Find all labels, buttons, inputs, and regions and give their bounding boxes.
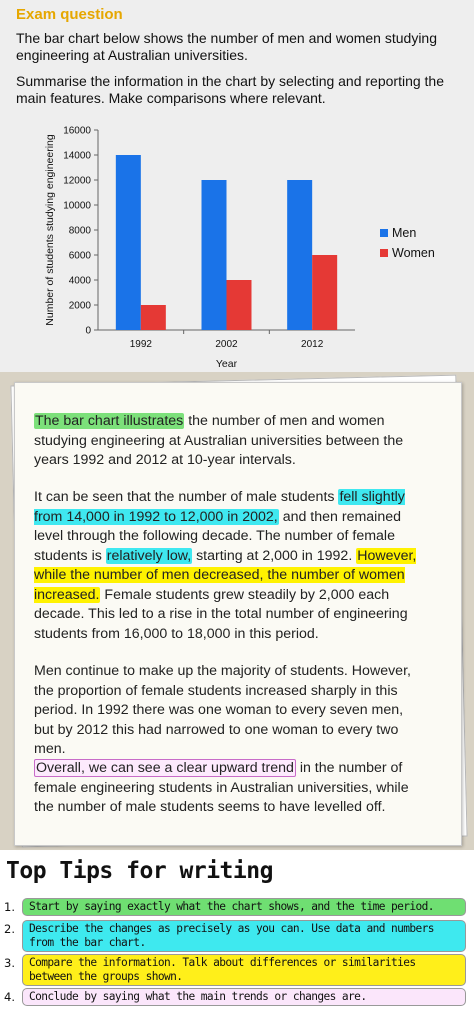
tip-item-1: Start by saying exactly what the chart shows, and the time period. <box>22 898 466 916</box>
tip-number: 4. <box>4 990 15 1004</box>
tip-number: 1. <box>4 900 15 914</box>
question-instruction: Summarise the information in the chart by selecting and reporting the main features. Make comparisons where relevant. <box>16 73 445 106</box>
tip-item-2: Describe the changes as precisely as you can. Use data and numbers from the bar chart. <box>22 920 466 952</box>
essay-paragraph-4 <box>34 759 418 818</box>
x-axis-title: Year <box>215 358 238 370</box>
bar-women-1992 <box>141 305 166 330</box>
y-tick-label: 8000 <box>68 225 91 237</box>
question-description: The bar chart below shows the number of men and women studying engineering at Australian universities. <box>16 30 438 63</box>
y-tick-label: 12000 <box>63 175 91 187</box>
y-tick-label: 10000 <box>63 200 91 212</box>
highlight-introduction: The bar chart illustrates <box>35 413 184 429</box>
y-tick-label: 14000 <box>63 150 91 162</box>
highlight-comparison: However, while the number of men decreased, the number of women increased. <box>34 547 417 603</box>
legend-label-women: Women <box>392 246 435 260</box>
y-tick-label: 6000 <box>68 250 91 262</box>
bar-men-2002 <box>202 180 227 330</box>
model-answer-panel <box>0 372 474 850</box>
essay-text: and then remained level through the following decade. The number of female students is <box>34 508 402 564</box>
chart-bars <box>116 155 337 330</box>
tips-title: Top Tips for writing <box>6 858 273 884</box>
x-tick-label: 1992 <box>129 339 152 350</box>
highlight-description: relatively low, <box>106 547 192 564</box>
essay-text: the number of men and women studying engineering at Australian universities between the years 1992 and 2012 at 10-year intervals. <box>34 413 404 468</box>
legend-swatch-women <box>380 249 388 257</box>
essay-text: in the number of female engineering students in Australian universities, while the number of male students seems to have levelled off. <box>34 760 409 815</box>
tip-number: 2. <box>4 922 15 936</box>
highlight-conclusion: Overall, we can see a clear upward trend <box>36 760 294 776</box>
exam-question-panel <box>0 0 474 372</box>
essay-paragraph-3: Men continue to make up the majority of students. However, the proportion of female students increased sharply in this period. In 1992 there was one woman to every seven men, but by 2012 this had narrowed to one woman to every two men. <box>34 663 411 757</box>
essay-paragraph-1 <box>34 412 418 471</box>
x-tick-label: 2012 <box>301 339 324 350</box>
y-tick-label: 4000 <box>68 275 91 287</box>
answer-paper <box>14 382 462 846</box>
highlight-data-detail: fell slightly from 14,000 in 1992 to 12,000 in 2002, <box>34 489 405 525</box>
essay-text: starting at 2,000 in 1992. <box>192 547 357 564</box>
tip-item-4: Conclude by saying what the main trends or changes are. <box>22 988 466 1006</box>
y-axis-title: Number of students studying engineering <box>44 134 56 326</box>
x-tick-label: 2002 <box>215 339 238 350</box>
bar-chart <box>0 115 474 372</box>
chart-legend <box>380 226 435 260</box>
tip-item-3: Compare the information. Talk about differences or similarities between the groups shown. <box>22 954 466 986</box>
legend-swatch-men <box>380 229 388 237</box>
bar-men-2012 <box>287 180 312 330</box>
y-tick-label: 16000 <box>63 125 91 137</box>
y-tick-label: 2000 <box>68 300 91 312</box>
bar-women-2002 <box>227 280 252 330</box>
exam-heading: Exam question <box>16 6 123 23</box>
tip-number: 3. <box>4 956 15 970</box>
bar-women-2012 <box>312 255 337 330</box>
essay-text: It can be seen that the number of male students <box>34 489 339 505</box>
essay-paragraph-2 <box>34 488 418 644</box>
y-tick-label: 0 <box>85 325 91 337</box>
bar-men-1992 <box>116 155 141 330</box>
legend-label-men: Men <box>392 226 417 240</box>
essay-text: Female students grew steadily by 2,000 each decade. This led to a rise in the total number of engineering students from 16,000 to 18,000 in this period. <box>34 586 408 642</box>
